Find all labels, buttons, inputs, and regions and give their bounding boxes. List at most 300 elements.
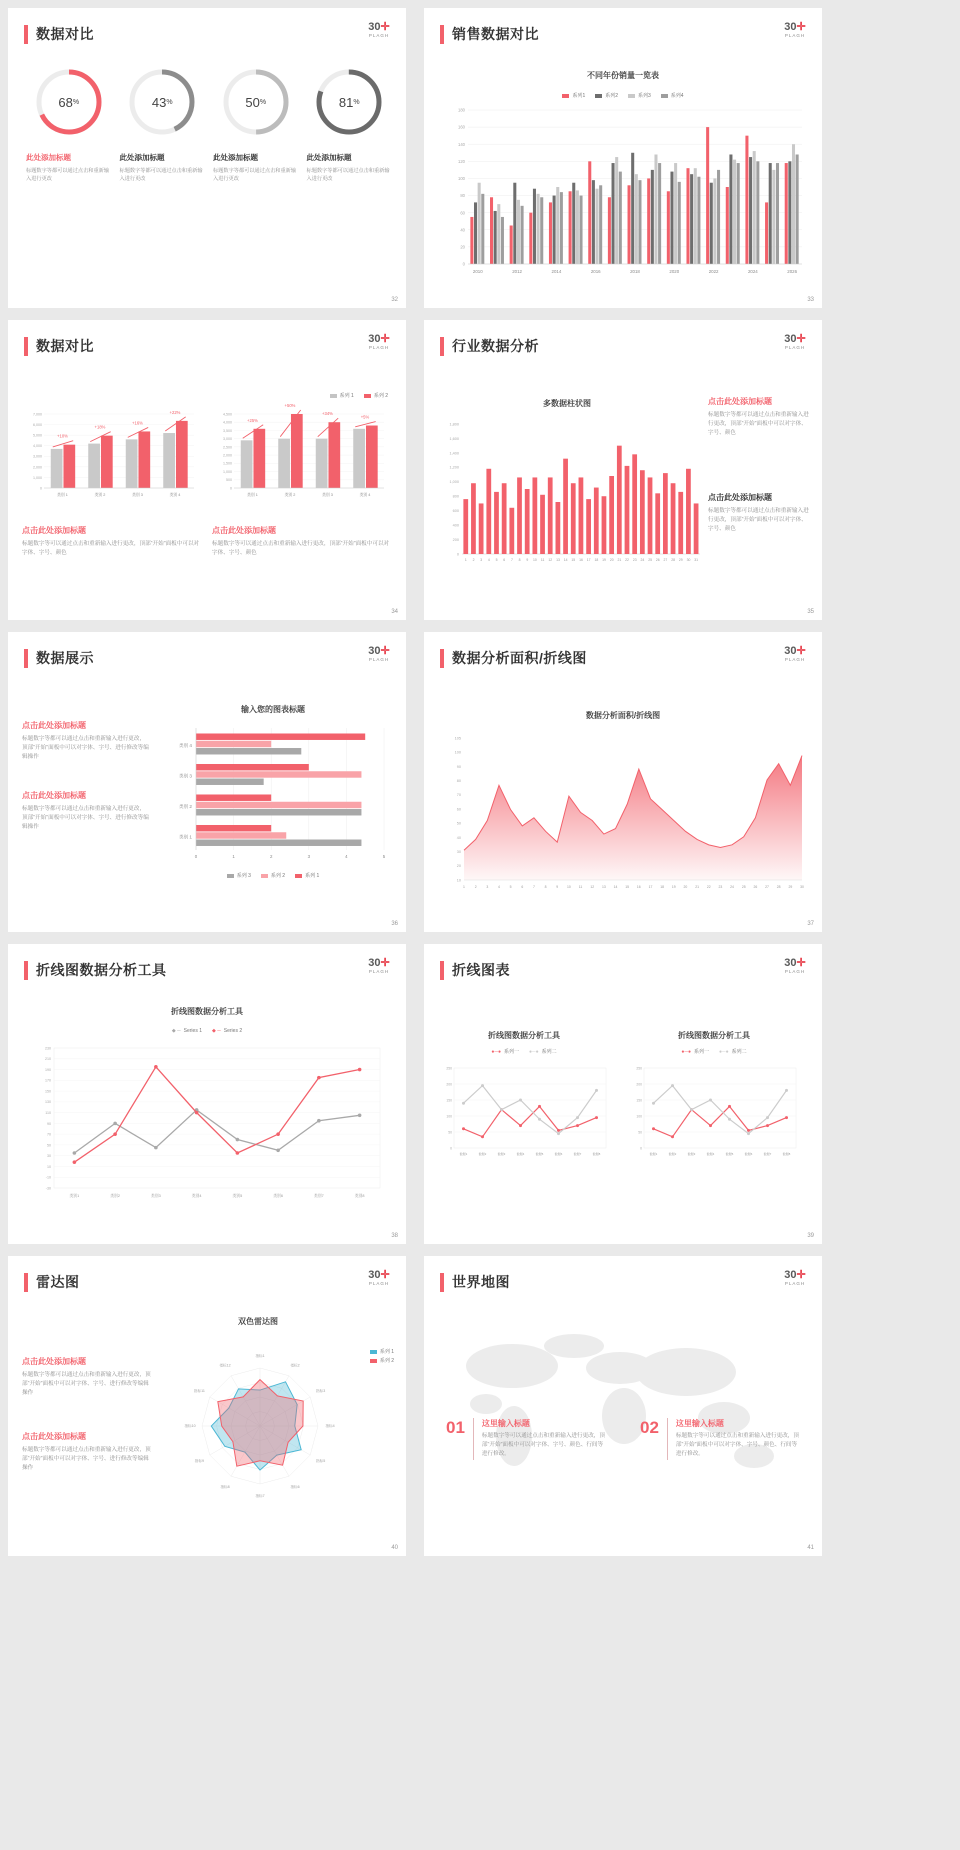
chart-legend — [8, 1028, 406, 1034]
svg-text:2010: 2010 — [472, 269, 483, 274]
svg-text:数据3: 数据3 — [497, 1152, 506, 1156]
svg-text:12: 12 — [590, 885, 595, 889]
svg-text:类别 2: 类别 2 — [284, 493, 296, 497]
logo: 30✛ PLAGH — [364, 22, 394, 38]
donut-title: 此处添加标题 — [26, 153, 71, 162]
slide-world-map[interactable] — [424, 1256, 822, 1556]
logo: 30✛ PLAGH — [364, 334, 394, 350]
legend-item: 系列 1 — [295, 872, 319, 879]
donut-item — [307, 66, 393, 184]
svg-text:19: 19 — [671, 885, 676, 889]
caption-title: 点击此处添加标题 — [22, 791, 86, 800]
svg-text:14: 14 — [613, 885, 618, 889]
svg-text:2022: 2022 — [708, 269, 719, 274]
svg-text:+34%: +34% — [322, 411, 333, 417]
logo-subtext: PLAGH — [368, 33, 390, 38]
slide-data-comparison-donut[interactable] — [8, 8, 406, 308]
svg-text:数据2: 数据2 — [668, 1152, 677, 1156]
legend-item: 系列 1 — [370, 1348, 394, 1355]
donut-chart — [33, 66, 105, 138]
page-title: 销售数据对比 — [452, 26, 539, 42]
legend-item: 系列 3 — [227, 872, 251, 879]
logo: 30✛ PLAGH — [364, 1270, 394, 1286]
chart-title: 输入您的图表标题 — [241, 705, 305, 714]
caption-title: 点击此处添加标题 — [22, 1432, 86, 1441]
logo-text: 30 — [368, 1269, 381, 1281]
logo-subtext: PLAGH — [784, 969, 806, 974]
slide-number: 40 — [391, 1545, 398, 1551]
slide-header — [24, 1272, 392, 1292]
logo: 30✛ PLAGH — [364, 646, 394, 662]
svg-text:100: 100 — [636, 1114, 642, 1119]
svg-text:类别8: 类别8 — [354, 1194, 365, 1198]
svg-text:0: 0 — [450, 1146, 452, 1151]
chart-legend — [158, 872, 388, 879]
svg-text:50: 50 — [448, 1130, 452, 1135]
svg-text:5: 5 — [509, 885, 512, 889]
svg-text:30: 30 — [47, 1154, 51, 1159]
logo-text: 30 — [368, 333, 381, 345]
caption-bottom — [708, 492, 810, 535]
svg-text:800: 800 — [452, 494, 459, 499]
svg-text:数据7: 数据7 — [573, 1152, 582, 1156]
svg-text:数据3: 数据3 — [687, 1152, 696, 1156]
svg-text:24: 24 — [640, 558, 645, 562]
svg-text:3: 3 — [486, 885, 489, 889]
svg-text:100: 100 — [446, 1114, 452, 1119]
svg-text:-10: -10 — [45, 1175, 51, 1180]
svg-text:100: 100 — [454, 750, 461, 755]
legend-item: ●─● 系列一 — [681, 1048, 709, 1055]
accent-bar — [24, 1273, 28, 1292]
svg-text:12: 12 — [548, 558, 553, 562]
caption-title: 点击此处添加标题 — [22, 721, 86, 730]
slide-number: 38 — [391, 1233, 398, 1239]
svg-text:+50%: +50% — [284, 403, 296, 408]
svg-text:类别 3: 类别 3 — [322, 493, 333, 497]
svg-text:类别4: 类别4 — [191, 1194, 202, 1198]
svg-text:31: 31 — [694, 558, 699, 562]
donut-body: 标题数字等都可以通过点击和重新输入进行更改 — [119, 168, 203, 183]
svg-text:24: 24 — [730, 885, 734, 889]
chart-title: 数据分析面积/折线图 — [585, 711, 661, 720]
svg-text:2,000: 2,000 — [223, 453, 232, 458]
svg-text:3,000: 3,000 — [33, 454, 42, 459]
accent-bar — [24, 337, 28, 356]
chart-legend — [370, 1348, 394, 1364]
svg-text:140: 140 — [458, 141, 465, 147]
world-map-graphic — [424, 1306, 822, 1521]
logo-subtext: PLAGH — [784, 345, 806, 350]
caption-body: 标题数字等都可以通过点击和重新输入进行更改，顶部“开始”面板中可以对字体、字号、颜色 — [708, 412, 809, 437]
svg-text:11: 11 — [578, 885, 583, 889]
svg-text:15: 15 — [571, 558, 576, 562]
svg-text:190: 190 — [45, 1067, 51, 1072]
svg-text:5: 5 — [382, 854, 386, 859]
svg-text:19: 19 — [602, 558, 606, 562]
slide-industry-analysis[interactable] — [424, 320, 822, 620]
donut-title: 此处添加标题 — [213, 153, 258, 162]
caption-title: 点击此处添加标题 — [22, 526, 86, 535]
svg-text:指标4: 指标4 — [325, 1424, 335, 1429]
svg-text:50: 50 — [456, 821, 461, 826]
svg-text:类别1: 类别1 — [69, 1194, 80, 1198]
svg-text:类别 4: 类别 4 — [359, 493, 371, 497]
svg-text:0: 0 — [40, 486, 42, 491]
donut-chart — [313, 66, 385, 138]
area-chart — [440, 732, 810, 912]
donut-body: 标题数字等都可以通过点击和重新输入进行更改 — [306, 168, 390, 183]
svg-text:2: 2 — [474, 885, 477, 889]
accent-bar — [24, 649, 28, 668]
svg-text:70: 70 — [47, 1132, 51, 1137]
logo-text: 30 — [784, 333, 797, 345]
slide-header — [24, 648, 392, 668]
svg-text:指标2: 指标2 — [290, 1363, 300, 1368]
logo: 30✛ PLAGH — [780, 1270, 810, 1286]
chart-legend — [424, 92, 822, 99]
logo-subtext: PLAGH — [784, 657, 806, 662]
donut-body: 标题数字等都可以通过点击和重新输入进行更改 — [26, 168, 110, 183]
svg-text:20: 20 — [609, 558, 614, 562]
svg-text:28: 28 — [776, 885, 781, 889]
svg-text:0: 0 — [456, 552, 459, 557]
donut-item — [120, 66, 206, 184]
caption-body: 标题数字等都可以通过点击和重新输入进行更改，顶部“开始”面板中可以对字体、字号、进行修改等编辑操作 — [22, 806, 149, 831]
donut-value: 68 % — [58, 94, 80, 110]
map-item-2 — [640, 1418, 800, 1460]
slide-header — [440, 336, 808, 356]
svg-text:23: 23 — [718, 885, 723, 889]
page-title: 折线图表 — [452, 962, 510, 978]
logo-subtext: PLAGH — [368, 1281, 390, 1286]
svg-text:18: 18 — [594, 558, 599, 562]
slide-data-comparison-growth[interactable] — [8, 320, 406, 620]
svg-text:7: 7 — [532, 885, 535, 889]
accent-bar — [440, 1273, 444, 1292]
svg-text:22: 22 — [625, 558, 629, 562]
svg-text:+5%: +5% — [360, 414, 370, 420]
svg-text:数据1: 数据1 — [459, 1152, 468, 1156]
svg-text:4,000: 4,000 — [223, 420, 232, 425]
svg-text:2020: 2020 — [669, 269, 680, 274]
svg-text:+16%: +16% — [132, 420, 143, 426]
slide-header — [440, 1272, 808, 1292]
logo-subtext: PLAGH — [784, 1281, 806, 1286]
svg-text:150: 150 — [636, 1098, 642, 1103]
slide-line-charts[interactable] — [424, 944, 822, 1244]
svg-text:20: 20 — [456, 864, 461, 869]
svg-text:2,500: 2,500 — [223, 445, 232, 450]
map-item-1 — [446, 1418, 606, 1460]
line-chart-right — [622, 1062, 802, 1172]
svg-text:10: 10 — [567, 885, 571, 889]
svg-text:1,000: 1,000 — [33, 475, 42, 480]
slide-number: 34 — [391, 609, 398, 615]
svg-text:21: 21 — [617, 558, 622, 562]
item-index: 01 — [446, 1418, 465, 1437]
svg-text:指标11: 指标11 — [193, 1389, 205, 1394]
caption-body: 标题数字等都可以通过点击和重新输入进行更改，顶部“开始”面板中可以对字体、字号、进行修改等编辑操作 — [22, 1447, 151, 1472]
svg-text:15: 15 — [625, 885, 630, 889]
svg-text:21: 21 — [695, 885, 699, 889]
slide-header — [440, 648, 808, 668]
slide-header — [440, 24, 808, 44]
accent-bar — [440, 337, 444, 356]
svg-text:数据1: 数据1 — [649, 1152, 658, 1156]
caption-top — [22, 720, 150, 763]
chart-title-left: 折线图数据分析工具 — [488, 1031, 560, 1040]
logo-text: 30 — [368, 645, 381, 657]
svg-text:10: 10 — [533, 558, 537, 562]
svg-text:1: 1 — [464, 558, 467, 562]
svg-text:40: 40 — [456, 835, 461, 840]
svg-text:5: 5 — [495, 558, 498, 562]
svg-text:180: 180 — [458, 107, 465, 113]
svg-text:0: 0 — [462, 261, 465, 267]
svg-text:7,000: 7,000 — [33, 412, 42, 417]
svg-text:18: 18 — [660, 885, 665, 889]
donut-body: 标题数字等都可以通过点击和重新输入进行更改 — [213, 168, 297, 183]
svg-text:数据5: 数据5 — [725, 1152, 734, 1156]
logo-text: 30 — [784, 1269, 797, 1281]
legend-item: ◆ ─ Series 2 — [212, 1028, 243, 1034]
donut-row — [26, 66, 392, 184]
growth-bar-chart-right — [208, 402, 388, 517]
accent-bar — [24, 961, 28, 980]
svg-text:+25%: +25% — [247, 417, 258, 423]
svg-text:数据5: 数据5 — [535, 1152, 544, 1156]
svg-text:30: 30 — [456, 850, 461, 854]
legend-item: ●─● 系列二 — [529, 1048, 557, 1055]
item-title: 这里输入标题 — [481, 1419, 530, 1428]
svg-text:7: 7 — [510, 558, 513, 562]
logo-text: 30 — [784, 21, 797, 33]
item-body: 标题数字等可以通过点击和重新输入进行更改，顶部“开始”面板中可以对字体、字号、颜色、行间等进行修改。 — [481, 1433, 605, 1458]
donut-value: 43 % — [151, 94, 173, 110]
legend-item: 系列1 — [562, 92, 585, 99]
caption-left — [22, 525, 200, 558]
logo-text: 30 — [368, 21, 381, 33]
svg-text:1,500: 1,500 — [223, 461, 232, 466]
svg-text:6,000: 6,000 — [33, 422, 42, 427]
slide-number: 41 — [807, 1545, 814, 1551]
svg-text:类别 2: 类别 2 — [94, 493, 106, 497]
svg-text:类别6: 类别6 — [273, 1194, 283, 1198]
svg-text:2012: 2012 — [512, 269, 523, 274]
caption-title: 点击此处添加标题 — [212, 526, 276, 535]
svg-text:200: 200 — [446, 1082, 452, 1087]
svg-text:数据6: 数据6 — [744, 1152, 753, 1156]
caption-bottom — [22, 1431, 152, 1474]
donut-value: 81 % — [338, 94, 360, 110]
svg-text:8: 8 — [518, 558, 521, 562]
chart-title: 多数据柱状图 — [543, 399, 591, 408]
svg-text:120: 120 — [458, 158, 465, 164]
logo: 30✛ PLAGH — [780, 646, 810, 662]
svg-text:250: 250 — [636, 1066, 642, 1071]
svg-text:类别3: 类别3 — [151, 1194, 161, 1198]
svg-text:2014: 2014 — [551, 269, 562, 274]
slide-number: 39 — [807, 1233, 814, 1239]
svg-text:10: 10 — [456, 878, 461, 883]
svg-text:类别7: 类别7 — [314, 1194, 324, 1198]
svg-text:13: 13 — [601, 885, 606, 889]
svg-text:1: 1 — [463, 885, 465, 889]
svg-text:类别 3: 类别 3 — [178, 773, 192, 779]
svg-text:类别 2: 类别 2 — [178, 804, 192, 810]
caption-body: 标题数字等可以通过点击和重新输入进行更改，顶部“开始”面板中可以对字体、字号、颜色 — [212, 541, 390, 557]
svg-text:130: 130 — [45, 1100, 51, 1105]
accent-bar — [440, 649, 444, 668]
svg-text:指标12: 指标12 — [219, 1363, 231, 1368]
svg-text:30: 30 — [686, 558, 691, 562]
svg-text:13: 13 — [556, 558, 560, 562]
logo: 30✛ PLAGH — [780, 22, 810, 38]
legend-item: 系列2 — [595, 92, 618, 99]
svg-text:200: 200 — [636, 1082, 642, 1087]
svg-text:28: 28 — [671, 558, 676, 562]
logo-subtext: PLAGH — [368, 345, 390, 350]
svg-text:类别 1: 类别 1 — [57, 493, 68, 497]
svg-text:400: 400 — [452, 523, 459, 528]
svg-text:70: 70 — [456, 793, 461, 798]
caption-top — [22, 1356, 152, 1399]
item-title: 这里输入标题 — [675, 1419, 724, 1428]
chart-title: 不同年份销量一览表 — [587, 71, 659, 80]
growth-bar-chart-left — [18, 402, 198, 517]
svg-text:2016: 2016 — [590, 269, 601, 274]
slide-sales-comparison[interactable] — [424, 8, 822, 308]
svg-text:8: 8 — [544, 885, 547, 889]
slide-area-line-chart[interactable] — [424, 632, 822, 932]
svg-text:指标10: 指标10 — [184, 1424, 196, 1429]
logo-text: 30 — [368, 957, 381, 969]
horizontal-bar-chart — [156, 722, 394, 872]
svg-text:17: 17 — [648, 885, 653, 889]
svg-text:2,000: 2,000 — [33, 465, 42, 470]
svg-text:1,000: 1,000 — [449, 480, 459, 485]
page-title: 数据分析面积/折线图 — [452, 650, 587, 666]
svg-text:4: 4 — [345, 854, 348, 859]
svg-text:150: 150 — [446, 1098, 452, 1103]
svg-text:类别 3: 类别 3 — [132, 493, 143, 497]
svg-text:2024: 2024 — [747, 269, 758, 274]
svg-text:9: 9 — [556, 885, 559, 889]
slide-line-analysis-tool[interactable] — [8, 944, 406, 1244]
svg-text:160: 160 — [458, 124, 465, 130]
svg-text:23: 23 — [632, 558, 637, 562]
svg-text:17: 17 — [586, 558, 591, 562]
donut-title: 此处添加标题 — [119, 153, 165, 162]
svg-text:数据4: 数据4 — [516, 1152, 525, 1156]
svg-text:50: 50 — [47, 1143, 51, 1148]
svg-text:150: 150 — [45, 1089, 51, 1094]
svg-text:指标3: 指标3 — [316, 1389, 326, 1394]
svg-text:14: 14 — [563, 558, 568, 562]
donut-item — [26, 66, 112, 184]
svg-text:25: 25 — [648, 558, 652, 562]
svg-text:11: 11 — [540, 558, 545, 562]
chart-title: 折线图数据分析工具 — [171, 1007, 243, 1016]
item-body: 标题数字等可以通过点击和重新输入进行更改，顶部“开始”面板中可以对字体、字号、颜色、行间等进行修改。 — [675, 1433, 799, 1458]
svg-text:数据7: 数据7 — [763, 1152, 772, 1156]
svg-text:1,600: 1,600 — [449, 436, 459, 441]
svg-text:指标6: 指标6 — [290, 1484, 300, 1489]
svg-text:4,000: 4,000 — [33, 444, 42, 449]
caption-body: 标题数字等都可以通过点击和重新输入进行更改，顶部“开始”面板中可以对字体、字号、进行修改等编辑操作 — [22, 1372, 151, 1397]
line-chart — [28, 1042, 388, 1222]
svg-text:+10%: +10% — [57, 433, 68, 439]
svg-text:80: 80 — [460, 193, 465, 199]
slide-number: 33 — [807, 297, 814, 303]
svg-text:27: 27 — [663, 558, 668, 562]
svg-text:类别 4: 类别 4 — [169, 493, 181, 497]
svg-text:16: 16 — [636, 885, 641, 889]
svg-text:6: 6 — [503, 558, 506, 562]
slide-number: 35 — [807, 609, 814, 615]
svg-text:指标9: 指标9 — [194, 1459, 204, 1464]
svg-text:数据8: 数据8 — [782, 1152, 791, 1156]
svg-text:27: 27 — [765, 885, 769, 889]
svg-text:2018: 2018 — [630, 269, 640, 274]
svg-text:90: 90 — [47, 1121, 51, 1126]
chart-legend — [330, 392, 388, 399]
page-title: 折线图数据分析工具 — [36, 962, 167, 978]
svg-text:2: 2 — [472, 558, 475, 562]
donut-value: 50 % — [245, 94, 267, 110]
chart-title: 双色雷达图 — [238, 1317, 278, 1326]
svg-text:3: 3 — [480, 558, 483, 562]
page-title: 世界地图 — [452, 1274, 510, 1290]
svg-text:30: 30 — [800, 885, 804, 889]
donut-chart — [220, 66, 292, 138]
svg-text:4,500: 4,500 — [223, 412, 232, 417]
svg-text:5,000: 5,000 — [33, 433, 42, 438]
svg-text:指标1: 指标1 — [255, 1354, 265, 1359]
caption-top — [708, 396, 810, 439]
slide-number: 37 — [807, 921, 814, 927]
svg-text:50: 50 — [638, 1130, 642, 1135]
caption-body: 标题数字等都可以通过点击和重新输入进行更改，顶部“开始”面板中可以对字体、字号、颜色 — [708, 508, 809, 533]
svg-text:500: 500 — [226, 478, 232, 483]
svg-text:3: 3 — [307, 854, 311, 859]
svg-text:230: 230 — [45, 1046, 51, 1051]
svg-text:105: 105 — [454, 736, 461, 741]
svg-text:2026: 2026 — [787, 269, 798, 274]
svg-text:200: 200 — [452, 537, 459, 542]
svg-text:80: 80 — [456, 779, 461, 783]
logo-subtext: PLAGH — [368, 657, 390, 662]
svg-text:4: 4 — [487, 558, 490, 562]
slide-radar-chart[interactable] — [8, 1256, 406, 1556]
svg-text:25: 25 — [741, 885, 746, 889]
svg-text:数据2: 数据2 — [478, 1152, 487, 1156]
svg-text:4: 4 — [498, 885, 500, 889]
logo-subtext: PLAGH — [784, 33, 806, 38]
slide-data-display[interactable] — [8, 632, 406, 932]
page-title: 数据对比 — [36, 338, 94, 354]
legend-item: 系列 2 — [370, 1357, 394, 1364]
svg-text:2: 2 — [269, 854, 273, 859]
svg-text:类别 1: 类别 1 — [247, 493, 258, 497]
svg-text:0: 0 — [194, 854, 198, 859]
svg-text:16: 16 — [579, 558, 583, 562]
slide-header — [440, 960, 808, 980]
svg-text:指标8: 指标8 — [220, 1484, 230, 1489]
svg-text:100: 100 — [458, 176, 465, 182]
page-title: 数据展示 — [36, 650, 94, 666]
